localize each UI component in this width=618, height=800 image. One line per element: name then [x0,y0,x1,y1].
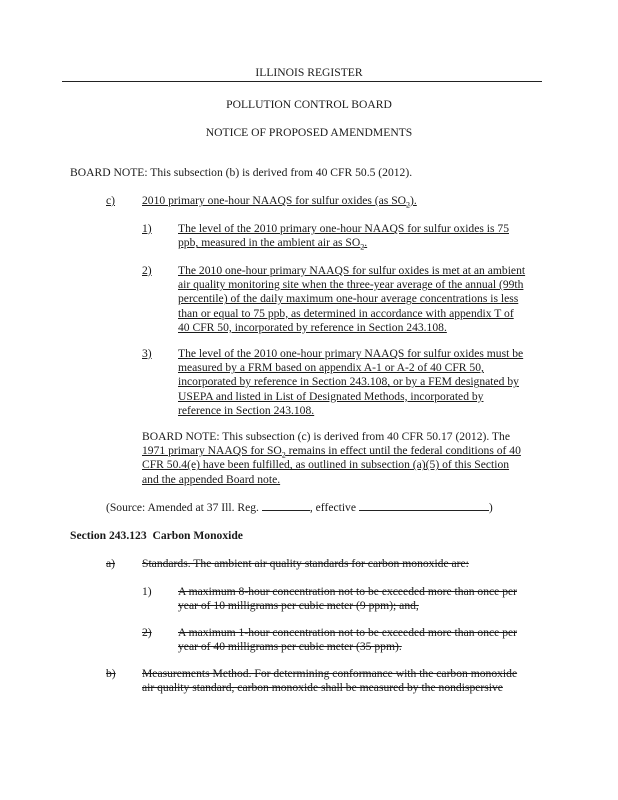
item-a1-text: A maximum 8-hour concentration not to be exceeded more than once per year of 10 milligrams per cubic meter (9 ppm); and, [178,585,517,613]
effective-date-blank [359,500,489,511]
subsection-b-text: Measurements Method. For determining conformance with the carbon monoxide air quality standard, carbon monoxide shall be measured by the nondispersive [142,667,518,695]
subsection-c-label: c) [106,194,116,207]
item-c3-number: 3) [142,347,152,360]
item-c1-text: The level of the 2010 primary one-hour NAAQS for sulfur oxides is 75 ppb, measured in the ambient air as $SO_2$. [178,222,509,252]
item-c1-number: 1) [142,222,152,235]
header-rule [62,81,542,82]
subsection-b-label: b) [106,667,116,680]
register-header: ILLINOIS REGISTER [255,66,363,79]
board-note-b: BOARD NOTE: This subsection (b) is derived from 40 CFR 50.5 (2012). [70,166,413,179]
board-header: POLLUTION CONTROL BOARD [226,98,392,111]
item-a2-number: 2) [142,626,152,639]
section-heading: Section 243.123 Carbon Monoxide [70,529,243,542]
subsection-a-label: a) [106,557,116,570]
notice-header: NOTICE OF PROPOSED AMENDMENTS [205,126,413,139]
item-c3-text: The level of the 2010 one-hour primary NAAQS for sulfur oxides must be measured by a FRM based on appendix A-1 or A-2 of 40 CFR 50, incorporated by reference in Section 243.108, or by a FEM designated by USEPA and listed in List of Designated Methods, incorporated by reference in Section 243.108. [178,347,524,417]
board-note-c: BOARD NOTE: This subsection (c) is derived from 40 CFR 50.17 (2012). The 1971 primary NAAQS for $SO_2$ remains in effect until the federal conditions of 40 CFR 50.4(e) have been fulfilled, as outlined in subsection (a)(5) of this Section and the appended Board note. [142,430,521,486]
source-line: (Source: Amended at 37 Ill. Reg. , effective ) [106,501,493,514]
subsection-a-text: Standards. The ambient air quality standards for carbon monoxide are: [142,557,469,570]
subsection-c-title: 2010 primary one-hour NAAQS for sulfur oxides (as $SO_2$). [142,194,417,210]
item-a1-number: 1) [142,585,152,598]
register-page-blank [262,500,310,511]
item-c2-number: 2) [142,264,152,277]
item-a2-text: A maximum 1-hour concentration not to be exceeded more than once per year of 40 milligrams per cubic meter (35 ppm). [178,626,517,654]
item-c2-text: The 2010 one-hour primary NAAQS for sulfur oxides is met at an ambient air quality monitoring site when the three-year average of the annual (99th percentile) of the daily maximum one-hour average concentrations is less than or equal to 75 ppb, as determined in accordance with appendix T of 40 CFR 50, incorporated by reference in Section 243.108. [178,264,526,334]
